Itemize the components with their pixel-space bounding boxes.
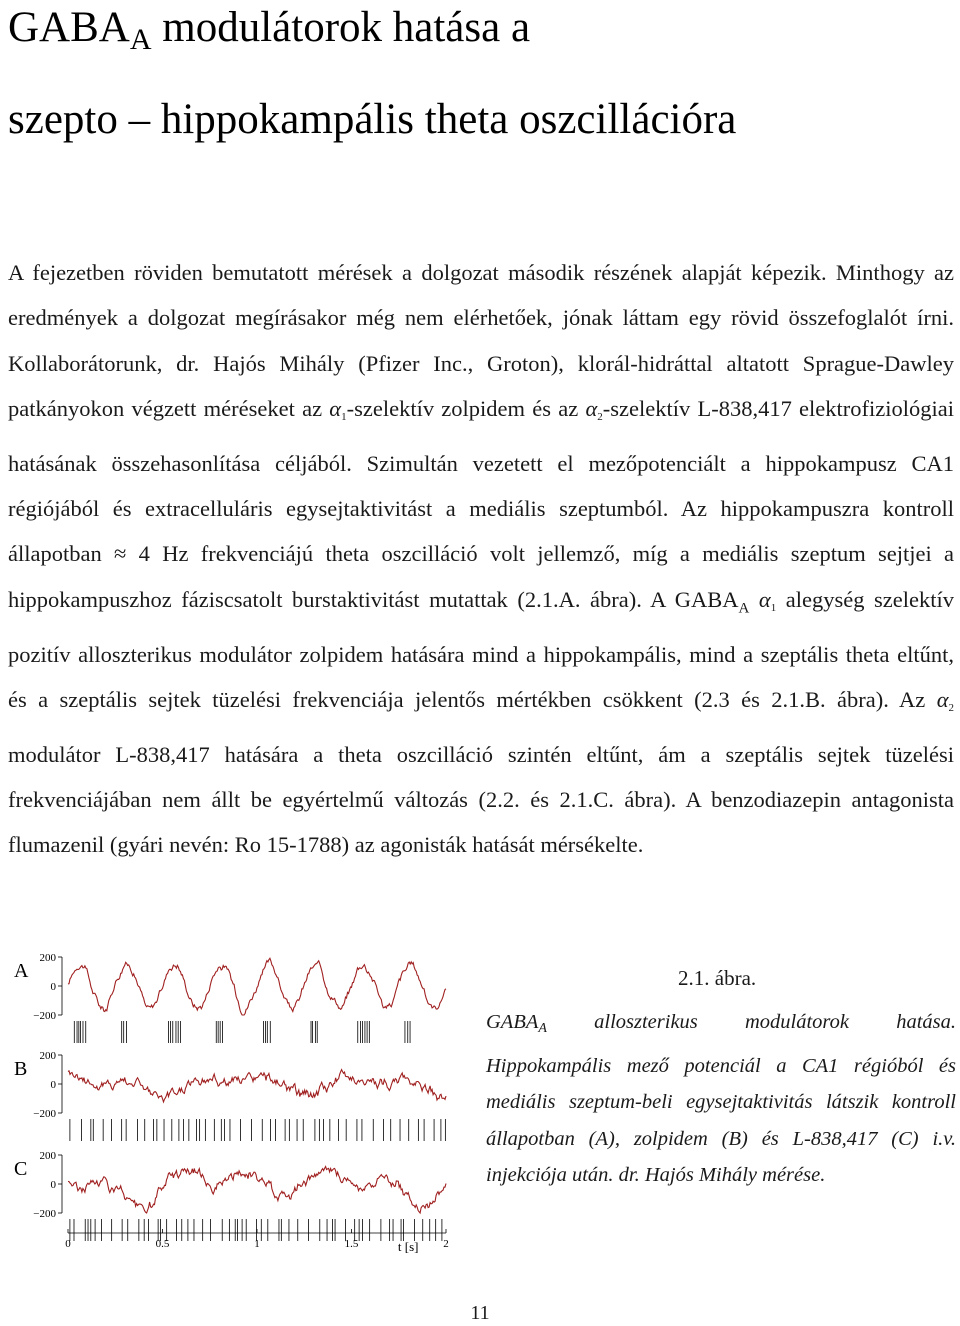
page-number: 11 [470, 1302, 490, 1324]
lfp-trace [68, 958, 446, 1015]
figure-caption-title: 2.1. ábra. [678, 966, 757, 990]
lfp-trace [68, 1070, 446, 1102]
y-tick-label: 200 [39, 952, 56, 964]
lfp-trace [68, 1167, 446, 1214]
y-tick-label: −200 [33, 1208, 56, 1220]
panel-a [14, 952, 446, 1043]
panel-b [14, 1050, 446, 1141]
y-tick-label: 200 [39, 1050, 56, 1062]
x-tick-label: 1 [254, 1238, 260, 1250]
x-tick-label: 0.5 [155, 1238, 170, 1250]
y-tick-label: −200 [33, 1108, 56, 1120]
y-tick-label: 0 [50, 1079, 56, 1091]
x-tick-label: 0 [65, 1238, 71, 1250]
y-tick-label: −200 [33, 1010, 56, 1022]
y-tick-label: 200 [39, 1150, 56, 1162]
body-paragraph: A fejezetben röviden bemutatott mérések a dolgozat második részének alapját képezik. Minthogy az eredmények a dolgozat megírásakor még nem elérhetőek, jónak láttam egy rövid összefoglalót írni. Kollaborátorunk, dr. Hajós Mihály (Pfizer Inc., Groton), klorál-hidráttal altatott Sprague-Dawley patkányokon végzett méréseket az α1-szelektív zolpidem és az α2-szelektív L-838,417 elektrofiziológiai hatásának összehasonlítása céljából. Szimultán vezetett el mezőpotenciált a hippokampusz CA1 régiójából és extracelluláris egysejtaktivitást a mediális szeptumból. Az hippokampuszra kontroll állapotban ≈ 4 Hz frekvenciájú theta oszcilláció volt jellemző, míg a mediális szeptum sejtjei a hippokampuszhoz fáziscsatolt burstaktivitást mutattak (2.1.A. ábra). A $GABA_A$ α1 alegység szelektív pozitív alloszterikus modulátor zolpidem hatására mind a hippokampális, mind a szeptális theta eltűnt, és a szeptális sejtek tüzelési frekvenciája jelentős mértékben csökkent (2.3 és 2.1.B. ábra). Az α2 modulátor L-838,417 hatására a theta oszcilláció szintén eltűnt, ám a szeptális sejtek tüzelési frekvenciájában nem állt be egyértelmű változás (2.2. és 2.1.C. ábra). A benzodiazepin antagonista flumazenil (gyári nevén: Ro 15-1788) az agonisták hatását mérsékelte. [8, 260, 955, 858]
panel-label: B [14, 1058, 28, 1080]
panel-label: A [14, 960, 29, 982]
figure-2-1 [10, 945, 480, 1265]
y-tick-label: 0 [50, 1179, 56, 1191]
title-line-1: $GABA_A$ modulátorok hatása a [8, 4, 531, 56]
title-line-2: szepto – hippokampális theta oszcillációra [8, 96, 737, 143]
panel-c [14, 1150, 446, 1241]
y-tick-label: 0 [50, 981, 56, 993]
x-tick-label: 2 [443, 1238, 449, 1250]
x-axis-label: t [s] [397, 1239, 419, 1254]
figure-caption: $GABA_A$ alloszterikus modulátorok hatása. Hippokampális mező potenciál a CA1 régióból és mediális szeptum-beli egysejtaktivitás látszik kontroll állapotban (A), zolpidem (B) és L-838,417 (C) i.v. injekciója után. dr. Hajós Mihály mérése. [486, 1011, 956, 1186]
panel-label: C [14, 1158, 28, 1180]
x-tick-label: 1.5 [344, 1238, 359, 1250]
